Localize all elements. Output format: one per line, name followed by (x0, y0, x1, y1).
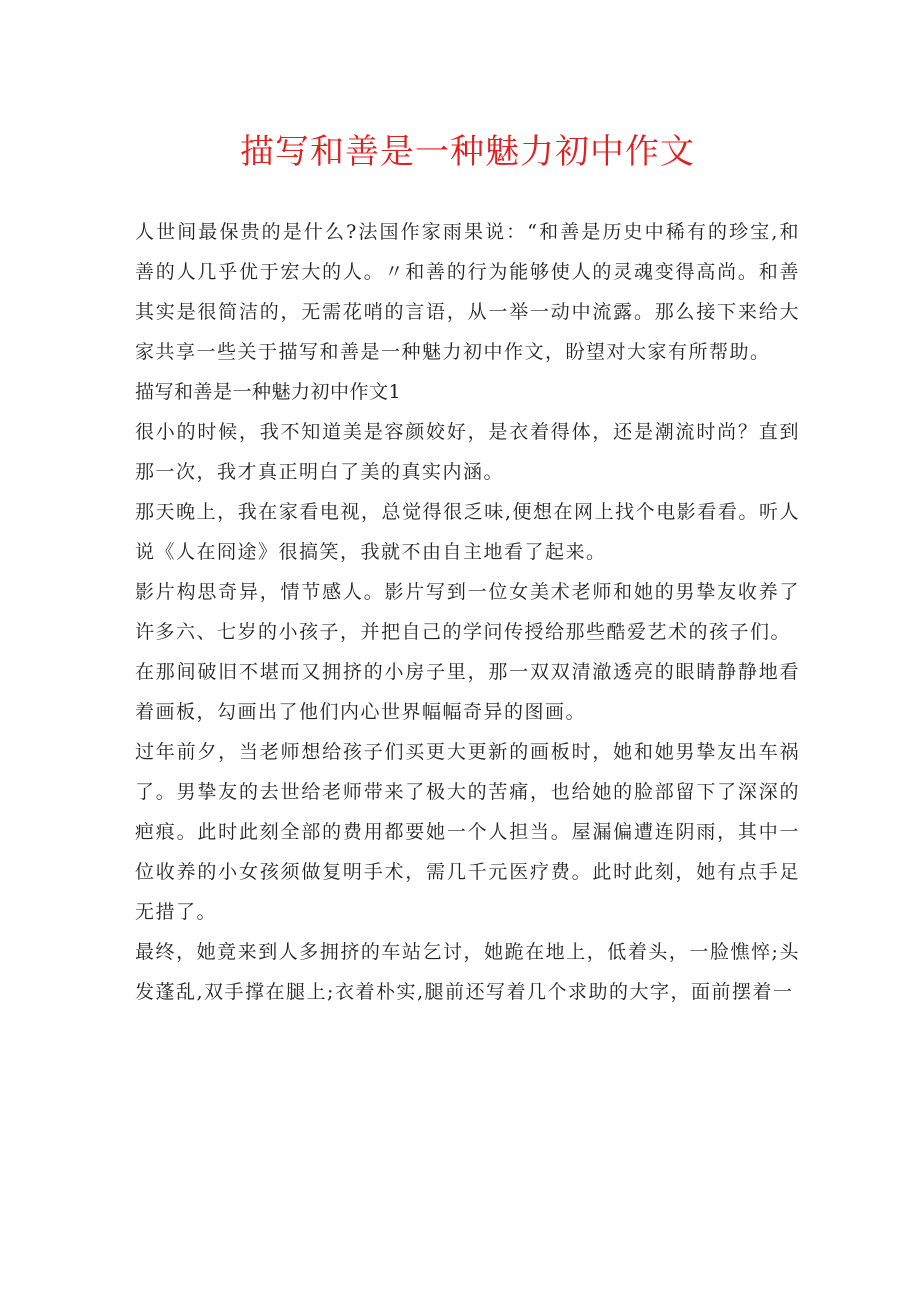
paragraph: 过年前夕，当老师想给孩子们买更大更新的画板时，她和她男挚友出车祸了。男挚友的去世给老师带来了极大的苦痛，也给她的脸部留下了深深的疤痕。此时此刻全部的费用都要她一个人担当。屋漏偏遭连阴雨，其中一位收养的小女孩须做复明手术，需几千元医疗费。此时此刻，她有点手足无措了。 (135, 741, 800, 923)
paragraph: 最终，她竟来到人多拥挤的车站乞讨，她跪在地上，低着头，一脸憔悴;头发蓬乱,双手撑在腿上;衣着朴实,腿前还写着几个求助的大字，面前摆着一 (135, 941, 800, 1003)
paragraph: 在那间破旧不堪而又拥挤的小房子里，那一双双清澈透亮的眼睛静静地看着画板，勾画出了他们内心世界幅幅奇异的图画。 (135, 661, 800, 723)
section-heading: 描写和善是一种魅力初中作文1 (135, 381, 402, 403)
document-body (135, 212, 800, 1012)
paragraph: 很小的时候，我不知道美是容颜姣好，是衣着得体，还是潮流时尚？直到那一次，我才真正明白了美的真实内涵。 (135, 421, 800, 483)
paragraph-intro: 人世间最保贵的是什么?法国作家雨果说：“和善是历史中稀有的珍宝,和善的人几乎优于宏大的人。〃和善的行为能够使人的灵魂变得高尚。和善其实是很简洁的，无需花哨的言语，从一举一动中流露。那么接下来给大家共享一些关于描写和善是一种魅力初中作文，盼望对大家有所帮助。 (135, 221, 800, 363)
paragraph: 那天晚上，我在家看电视，总觉得很乏味,便想在网上找个电影看看。听人说《人在冏途》很搞笑，我就不由自主地看了起来。 (135, 501, 800, 563)
paragraph: 影片构思奇异，情节感人。影片写到一位女美术老师和她的男挚友收养了许多六、七岁的小孩子，并把自己的学问传授给那些酷爱艺术的孩子们。 (135, 581, 800, 643)
document-title: 描写和善是一种魅力初中作文 (240, 132, 695, 172)
